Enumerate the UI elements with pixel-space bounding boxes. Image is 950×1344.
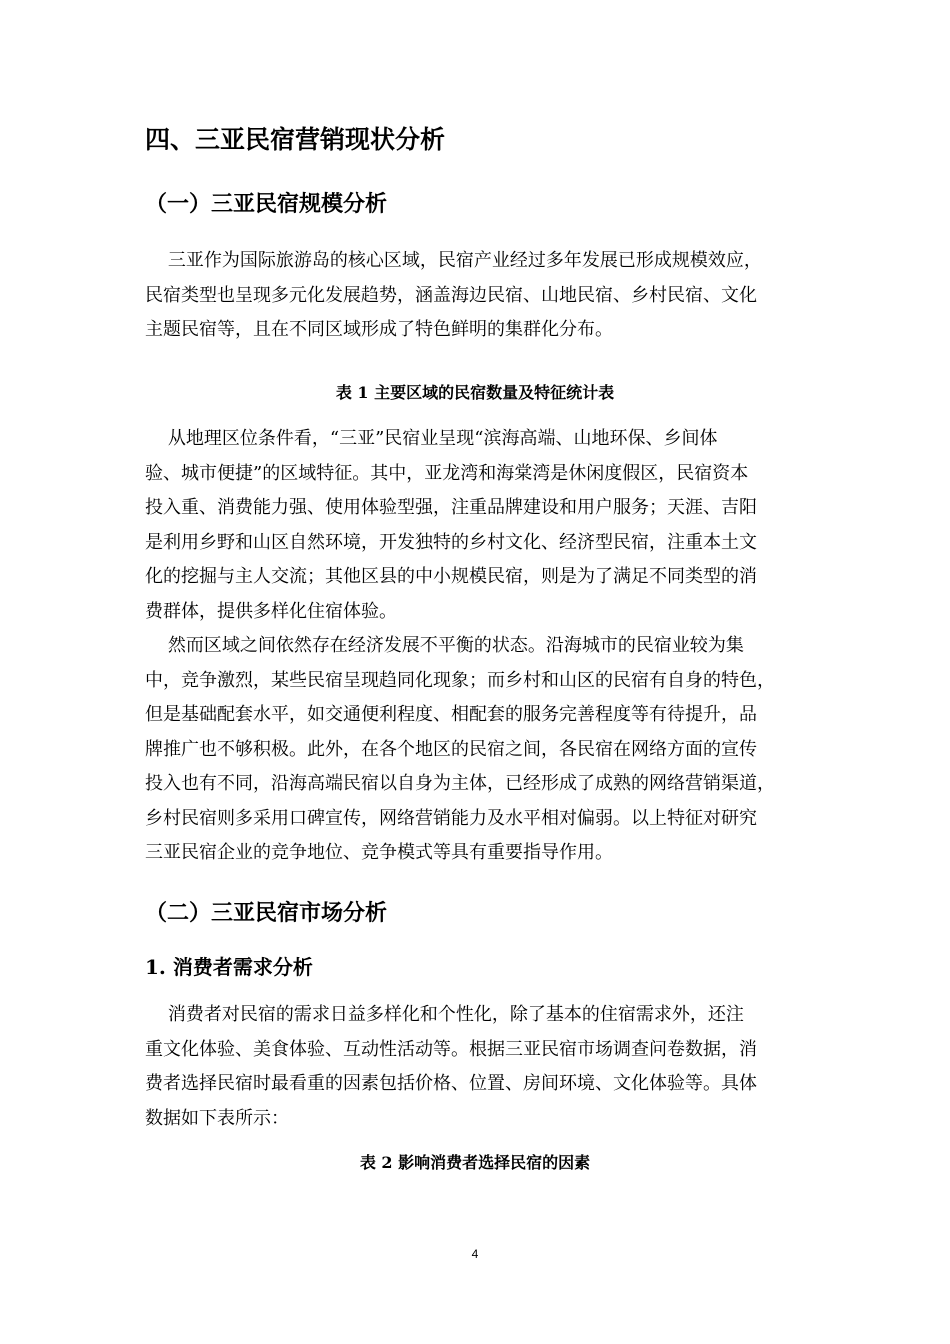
table-caption-1: 表 1 主要区域的民宿数量及特征统计表 bbox=[335, 383, 615, 402]
text-line: 然而区域之间依然存在经济发展不平衡的状态。沿海城市的民宿业较为集 bbox=[145, 635, 744, 656]
text-line: 民宿类型也呈现多元化发展趋势，涵盖海边民宿、山地民宿、乡村民宿、文化 bbox=[145, 284, 757, 306]
page-number: 4 bbox=[471, 1247, 479, 1261]
text-line: 主题民宿等，且在不同区域形成了特色鲜明的集群化分布。 bbox=[145, 319, 613, 340]
paragraph-consumer-demand bbox=[145, 998, 805, 1136]
text-line: 化的挖掘与主人交流；其他区县的中小规模民宿，则是为了满足不同类型的消 bbox=[145, 566, 757, 587]
text-line: 费群体，提供多样化住宿体验。 bbox=[145, 600, 397, 622]
text-line: 费者选择民宿时最看重的因素包括价格、位置、房间环境、文化体验等。具体 bbox=[145, 1073, 757, 1094]
text-line: 牌推广也不够积极。此外，在各个地区的民宿之间，各民宿在网络方面的宣传 bbox=[145, 738, 757, 760]
chapter-heading: 四、三亚民宿营销现状分析 bbox=[145, 125, 446, 154]
paragraph-scale-intro bbox=[145, 244, 805, 348]
paragraph-regional-imbalance bbox=[145, 629, 805, 871]
subsection-heading-demand: 1. 消费者需求分析 bbox=[145, 955, 313, 979]
text-line: 三亚作为国际旅游岛的核心区域，民宿产业经过多年发展已形成规模效应， bbox=[145, 250, 762, 271]
text-line: 投入也有不同，沿海高端民宿以自身为主体，已经形成了成熟的网络营销渠道， bbox=[145, 773, 775, 794]
text-line: 但是基础配套水平，如交通便利程度、相配套的服务完善程度等有待提升，品 bbox=[145, 704, 757, 725]
text-line: 验、城市便捷”的区域特征。其中，亚龙湾和海棠湾是休闲度假区，民宿资本 bbox=[145, 462, 749, 484]
text-line: 数据如下表所示： bbox=[145, 1107, 289, 1129]
text-line: 投入重、消费能力强、使用体验型强，注重品牌建设和用户服务；天涯、吉阳 bbox=[145, 497, 757, 518]
text-line: 乡村民宿则多采用口碑宣传，网络营销能力及水平相对偏弱。以上特征对研究 bbox=[145, 807, 757, 829]
text-line: 中，竞争激烈，某些民宿呈现趋同化现象；而乡村和山区的民宿有自身的特色， bbox=[145, 669, 775, 691]
table-caption-2: 表 2 影响消费者选择民宿的因素 bbox=[359, 1153, 591, 1172]
text-line: 从地理区位条件看，“三亚”民宿业呈现“滨海高端、山地环保、乡间体 bbox=[145, 428, 718, 449]
text-line: 是利用乡野和山区自然环境，开发独特的乡村文化、经济型民宿，注重本土文 bbox=[145, 531, 757, 553]
text-line: 消费者对民宿的需求日益多样化和个性化，除了基本的住宿需求外，还注 bbox=[145, 1004, 744, 1025]
section-heading-scale: （一）三亚民宿规模分析 bbox=[145, 191, 388, 217]
text-line: 重文化体验、美食体验、互动性活动等。根据三亚民宿市场调查问卷数据，消 bbox=[145, 1038, 757, 1060]
section-heading-market: （二）三亚民宿市场分析 bbox=[145, 900, 388, 926]
text-line: 三亚民宿企业的竞争地位、竞争模式等具有重要指导作用。 bbox=[145, 842, 613, 863]
paragraph-regional-features bbox=[145, 422, 805, 629]
